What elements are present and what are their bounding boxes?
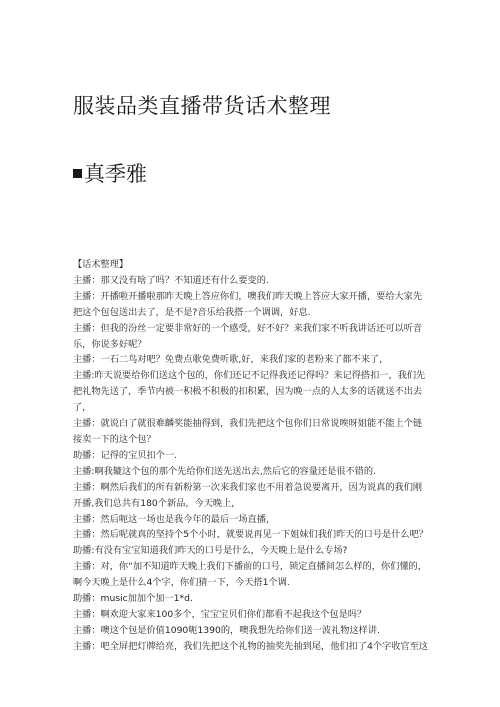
script-content [73, 257, 428, 655]
script-line: 主播：吧全屏把灯牌给亮，我们先把这个礼物的抽奖先抽到尾，他们扣了4个字收官至这 [73, 640, 428, 652]
script-line: 主播:啊我辘这个包的那个先给你们送先送出去,然后它的容量还是很不错的. [73, 465, 376, 477]
script-line: 主播：啊然后我们的所有新粉第一次来我们家也不用着急说要离开，因为说真的我们刚开播,我们总共有180个新品，今天晚上， [73, 481, 423, 509]
script-line: 助播:有没有宝宝知道我们昨天的口号是什么，今天晚上是什么专场? [73, 545, 348, 557]
script-line: 助播：music加加个加一1*d. [73, 593, 193, 605]
author-name: 真季雅 [84, 162, 147, 186]
script-line: 主播：然后呃这一场也是我今年的最后一场直播， [73, 513, 276, 525]
document-title: 服装品类直播带货话术整理 [73, 94, 331, 118]
script-line: 主播：对，你“加不知道昨天晚上我们下播前的口号，锁定直播间怎么样的，你们懂的，啊今天晚上是什么4个字，你们猜一下，今天搭1个调. [73, 561, 427, 589]
script-line: 主播：那又没有啥了吗？不知道还有什么要变的. [73, 274, 269, 286]
script-line: 主播：噢这个包是价值1090呃1390的，噢我想先给你们送一波礼物这样讲. [73, 624, 380, 636]
script-line: 主播：就说白了就很难麟奖能抽得到，我们先把这个包你们日常说唉呀姐能不能上个链接卖一下的这个包？ [73, 418, 423, 445]
square-bullet-icon [73, 169, 82, 178]
script-line: 主播：一石二鸟对吧？免费点歌免费听歌,好，来我们家的老粉来了都不来了， [73, 354, 389, 366]
script-line: 主播:昨天说要给你们送这个包的，你们还记不记得我还记得吗？来记得搭扣一，我们先把礼物先送了，季节内被一积极不积极的扣积累，因为晚一点的人太多的话就送不出去了， [73, 370, 426, 414]
script-line: 主播：啊欢迎大家来100多个，宝宝宝贝们你们都看不起我这个包是吗？ [73, 608, 367, 620]
script-line: 主播：但我的汾丝一定要非常好的一个感受，好不好？来我们家不听我讲话还可以听音乐，你说多好呢？ [73, 322, 423, 350]
script-line: 助播：记得的宝贝扣个一. [73, 449, 177, 461]
section-label: 【话术整理】 [73, 259, 129, 270]
author-line [73, 160, 147, 188]
script-line: 主播：然后呢就真的坚持个5个小时，就要说再见一下姐妹们我们昨天的口号是什么吧？ [73, 529, 428, 541]
script-line: 主播：开播啦开播啦那昨天晚上答应你们，噢我们昨天晚上答应大家开播，要给大家先把这个包包送出去了，是不是?音乐给我搭一个调调，好息. [73, 290, 423, 318]
